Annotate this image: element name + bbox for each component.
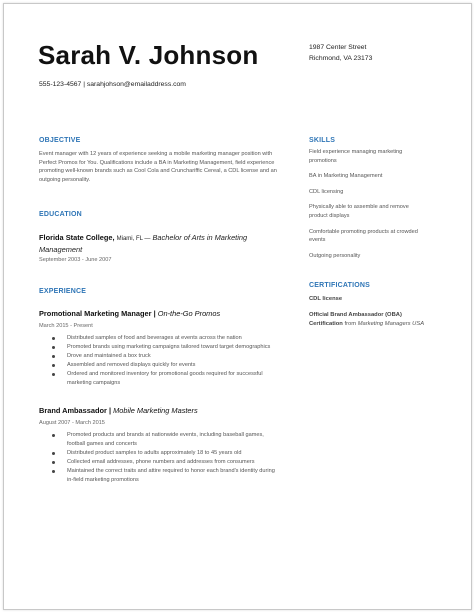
job-bullets-1 xyxy=(52,334,282,388)
education-dates: September 2003 - June 2007 xyxy=(39,257,112,263)
list-item: Ordered and monitored inventory for promotional goods required for successful marketing campaigns xyxy=(52,370,282,388)
bullet-icon xyxy=(52,364,55,367)
job-role: Brand Ambassador | xyxy=(39,406,112,415)
education-heading: EDUCATION xyxy=(39,211,82,218)
skills-list xyxy=(309,148,429,267)
skill-item: Outgoing personality xyxy=(309,252,361,259)
objective-heading: OBJECTIVE xyxy=(39,137,81,144)
objective-text: Event manager with 12 years of experience seeking a mobile marketing manager position with Perfect Promos for You. Qualifications include a BA in Marketing Management, field experience promoting well-known brands such as Cool Cola and Crunchariffic Cereal, a CDL license and an outgoing personality. xyxy=(39,151,277,183)
cert-oba-from: from xyxy=(344,321,357,327)
certifications-heading: CERTIFICATIONS xyxy=(309,282,371,289)
bullet-icon xyxy=(52,355,55,358)
resume-page xyxy=(3,3,472,610)
list-item: Maintained the correct traits and attire required to honor each brand's identity during in-field marketing promotions xyxy=(52,467,282,485)
job-bullets-2 xyxy=(52,431,282,485)
cert-oba xyxy=(309,311,434,329)
job-title-2 xyxy=(39,406,198,415)
skill-item: CDL licensing xyxy=(309,188,344,195)
job-company: On-the-Go Promos xyxy=(157,309,221,318)
skill-item: Field experience managing marketing promotions xyxy=(309,149,403,164)
bullet-icon xyxy=(52,337,55,340)
bullet-icon xyxy=(52,346,55,349)
education-entry xyxy=(39,233,269,254)
job-title-1 xyxy=(39,309,220,318)
cert-cdl xyxy=(309,295,434,304)
contact-line: 555-123-4567 | sarahjohson@emailaddress.com xyxy=(39,81,186,88)
list-item: Distributed samples of food and beverages at events across the nation xyxy=(52,334,282,343)
address-city: Richmond, VA 23173 xyxy=(309,55,373,62)
experience-heading: EXPERIENCE xyxy=(39,288,87,295)
bullet-icon xyxy=(52,470,55,473)
bullet-icon xyxy=(52,461,55,464)
list-item: Promoted brands using marketing campaigns tailored toward target demographics xyxy=(52,343,282,352)
job-company: Mobile Marketing Masters xyxy=(113,406,198,415)
bullet-icon xyxy=(52,452,55,455)
address-block xyxy=(309,42,372,64)
address-street: 1987 Center Street xyxy=(309,44,367,51)
school-name: Florida State College, xyxy=(39,233,115,242)
cert-cdl-label: CDL license xyxy=(309,296,343,302)
candidate-name: Sarah V. Johnson xyxy=(38,40,259,70)
skill-item: Comfortable promoting products at crowded events xyxy=(309,228,418,244)
list-item: Drove and maintained a box truck xyxy=(52,352,282,361)
bullet-icon xyxy=(52,373,55,376)
list-item: Distributed product samples to adults approximately 18 to 45 years old xyxy=(52,449,282,458)
degree-name: Bachelor of Arts in Marketing Management xyxy=(39,233,248,254)
list-item: Assembled and removed displays quickly for events xyxy=(52,361,282,370)
skills-heading: SKILLS xyxy=(309,137,336,144)
skill-item: BA in Marketing Management xyxy=(309,173,383,180)
bullet-icon xyxy=(52,434,55,437)
cert-oba-org: Marketing Managers USA xyxy=(357,321,425,327)
school-location: Miami, FL — xyxy=(116,236,151,242)
job-role: Promotional Marketing Manager | xyxy=(39,309,156,318)
cert-oba-label: Official Brand Ambassador (OBA) Certification xyxy=(309,312,402,327)
job-dates-2: August 2007 - March 2015 xyxy=(39,420,105,426)
list-item: Promoted products and brands at nationwide events, including baseball games, football games and concerts xyxy=(52,431,282,449)
skill-item: Physically able to assemble and remove product displays xyxy=(309,204,409,219)
job-dates-1: March 2015 - Present xyxy=(39,323,93,329)
list-item: Collected email addresses, phone numbers and addresses from consumers xyxy=(52,458,282,467)
